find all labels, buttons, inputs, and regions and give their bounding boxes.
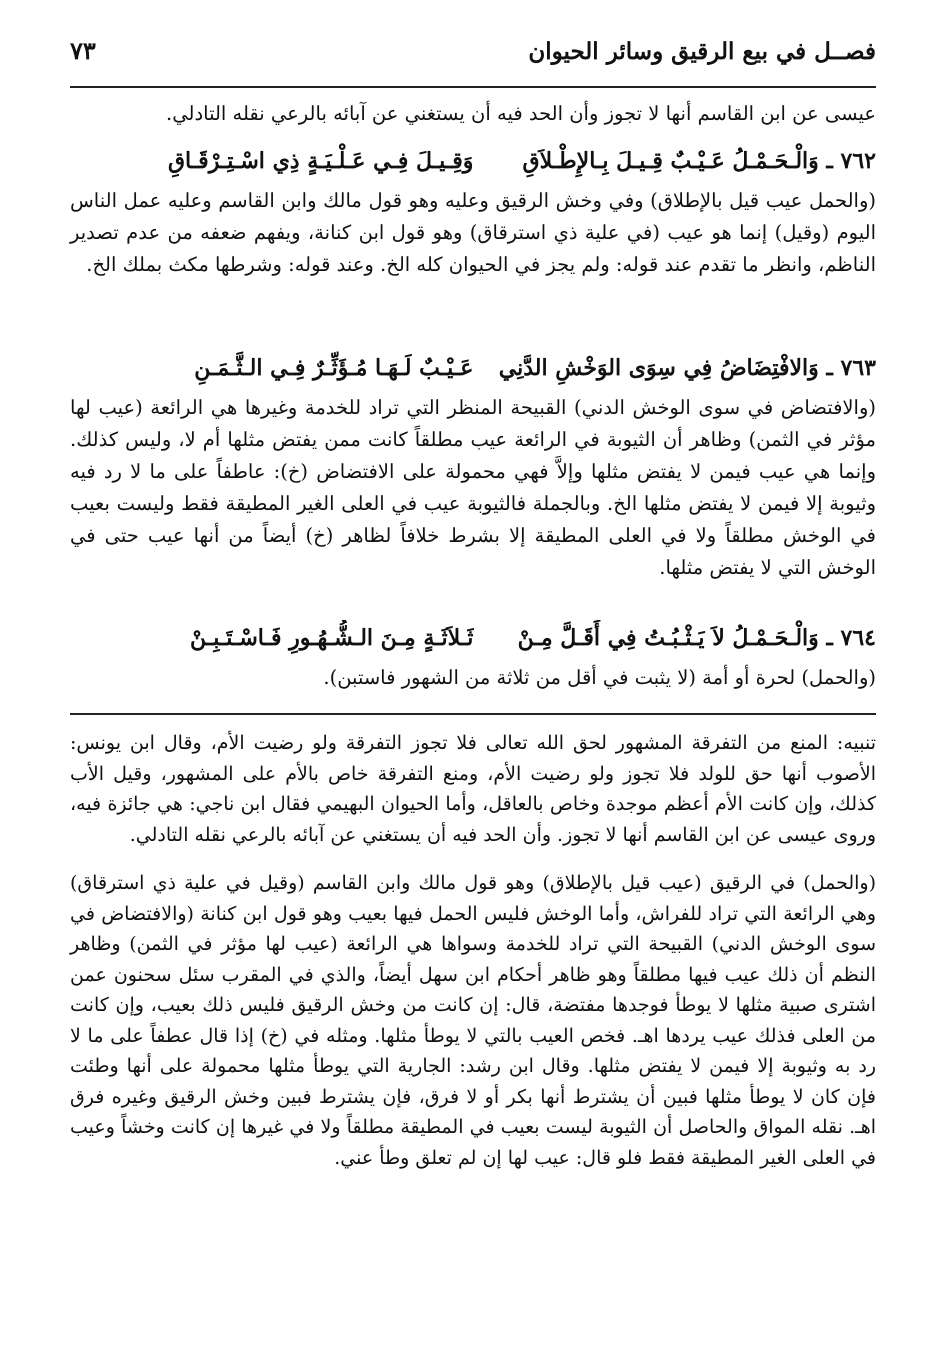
verse-764 [70, 620, 876, 656]
commentary-763-text: (والافتضاض في سوى الوخش الدني) القبيحة المنظر التي تراد للخدمة وغيرها هي الرائعة (عيب لها مؤثر في الثمن) وظاهر أن الثيوبة في الرائعة عيب مطلقاً كانت ممن يفتض مثلها أم لا، وليس كذلك. وإنما هي عيب فيمن لا يفتض مثلها وإلاَّ فهي محمولة على الافتضاض (خ): عاطفاً على ما لا رد فيه وثيوبة إلا فيمن لا يفتض مثلها الخ. وبالجملة فالثيوبة عيب في العلى الغير المطيقة فقط وليست بعيب في الوخش مطلقاً ولا في العلى المطيقة إلا بشرط خلافاً لظاهر (خ) أيضاً من أنها عيب حتى في الوخش التي لا يفتض مثلها. [70, 396, 876, 579]
verse-762-first-hemistich: ٧٦٢ ـ وَالْـحَـمْـلُ عَـيْـبٌ قِـيـلَ بِـالإِطْـلاَقِ [522, 148, 876, 174]
footnote-commentary: (والحمل) في الرقيق (عيب قيل بالإطلاق) وهو قول مالك وابن القاسم (وقيل في علية ذي استرقاق) وهي الرائعة التي تراد للفراش، وأما الوخش فليس الحمل فيها بعيب وهو قول ابن كنانة (والافتضاض في سوى الوخش الدني) القبيحة التي تراد للخدمة وسواها هي الرائعة (عيب لها مؤثر في الثمن) وظاهر النظم أن ذلك عيب فيها مطلقاً وهو ظاهر أحكام ابن سهل أيضاً، والذي في المقرب سئل سحنون عمن اشترى صبية مثلها لا يوطأ فوجدها مفتضة، قال: إن كانت من وخش الرقيق فليس ذلك بعيب، وإن كانت من العلى فذلك عيب يردها اهـ. فخص العيب بالتي لا يوطأ مثلها. ومثله في (خ) إذا قال عطفاً على ما لا رد به وثيوبة إلا فيمن لا يفتض مثلها. وقال ابن رشد: الجارية التي يوطأ مثلها محمولة على أنها وطئت فإن كان لا يوطأ مثلها فبين أن يشترط أنها بكر أو لا فرق، فإن يشترط فبين وخش الرقيق وغيره فرق اهـ. نقله المواق والحاصل أن الثيوبة ليست بعيب في المطيقة مطلقاً ولا في غيرها إن كانت وخشاً وعيب في العلى الغير المطيقة فقط فلو قال: عيب لها إن لم تعلق وطأ عني. [70, 872, 876, 1169]
verse-764-first-hemistich: ٧٦٤ ـ وَالْـحَـمْـلُ لاَ يَـثْـبُـتُ فِي أَقَـلَّ مِـنْ [517, 625, 876, 651]
verse-762-second-hemistich: وَقِـيـلَ فِـي عَـلْـيَـةٍ ذِي اسْـتِـرْقَـاقِ [167, 148, 474, 174]
header-rule [70, 86, 876, 88]
verse-763 [70, 350, 876, 386]
footnotes [70, 728, 876, 1191]
intro-paragraph [70, 98, 876, 130]
page-header [70, 36, 876, 76]
verse-763-second-hemistich: عَـيْـبٌ لَـهَـا مُـؤَثِّـرٌ فِـي الـثَّـمَـنِ [194, 355, 474, 381]
verse-763-first-hemistich: ٧٦٣ ـ وَالافْتِضَاضُ فِي سِوَى الوَخْشِ الدَّنِي [498, 355, 876, 381]
verse-764-second-hemistich: ثَـلاَثَـةٍ مِـنَ الـشُّـهُـورِ فَـاسْـتَـبِـنْ [190, 625, 474, 651]
page-number: ٧٣ [70, 36, 96, 65]
footnote-tanbih: تنبيه: المنع من التفرقة المشهور لحق الله تعالى فلا تجوز التفرقة ولو رضيت الأم، وقال ابن يونس: الأصوب أنها حق للولد فلا تجوز ولو رضيت الأم، ومنع التفرقة خاص بالأم على المشهور، وقيل الأب كذلك، وإن كانت الأم أعظم موجدة وخاص بالعاقل، وأما الحيوان البهيمي فقال ابن ناجي: هي جائزة فيه، وروى عيسى عن ابن القاسم أنها لا تجوز. وأن الحد فيه أن يستغني عن آبائه بالرعي نقله التادلي. [70, 732, 876, 846]
commentary-764 [70, 662, 876, 694]
running-title: فصــل في بيع الرقيق وسائر الحيوان [528, 38, 876, 65]
commentary-764-text: (والحمل) لحرة أو أمة (لا يثبت في أقل من ثلاثة من الشهور فاستبن). [323, 666, 876, 689]
footnote-separator [70, 713, 876, 715]
commentary-762-text: (والحمل عيب قيل بالإطلاق) وفي وخش الرقيق وعليه وهو قول مالك وابن القاسم وعليه عمل الناس اليوم (وقيل) إنما هو عيب (في علية ذي استرقاق) وهو قول ابن كنانة، ويفهم ضعفه من عدم تصدير الناظم، وانظر ما تقدم عند قوله: ولم يجز في الحيوان كله الخ. وعند قوله: وشرطها مكث بملك الخ. [70, 189, 876, 276]
commentary-762 [70, 185, 876, 281]
intro-text: عيسى عن ابن القاسم أنها لا تجوز وأن الحد فيه أن يستغني عن آبائه بالرعي نقله التادلي. [166, 102, 876, 125]
verse-762 [70, 143, 876, 179]
commentary-763 [70, 392, 876, 584]
